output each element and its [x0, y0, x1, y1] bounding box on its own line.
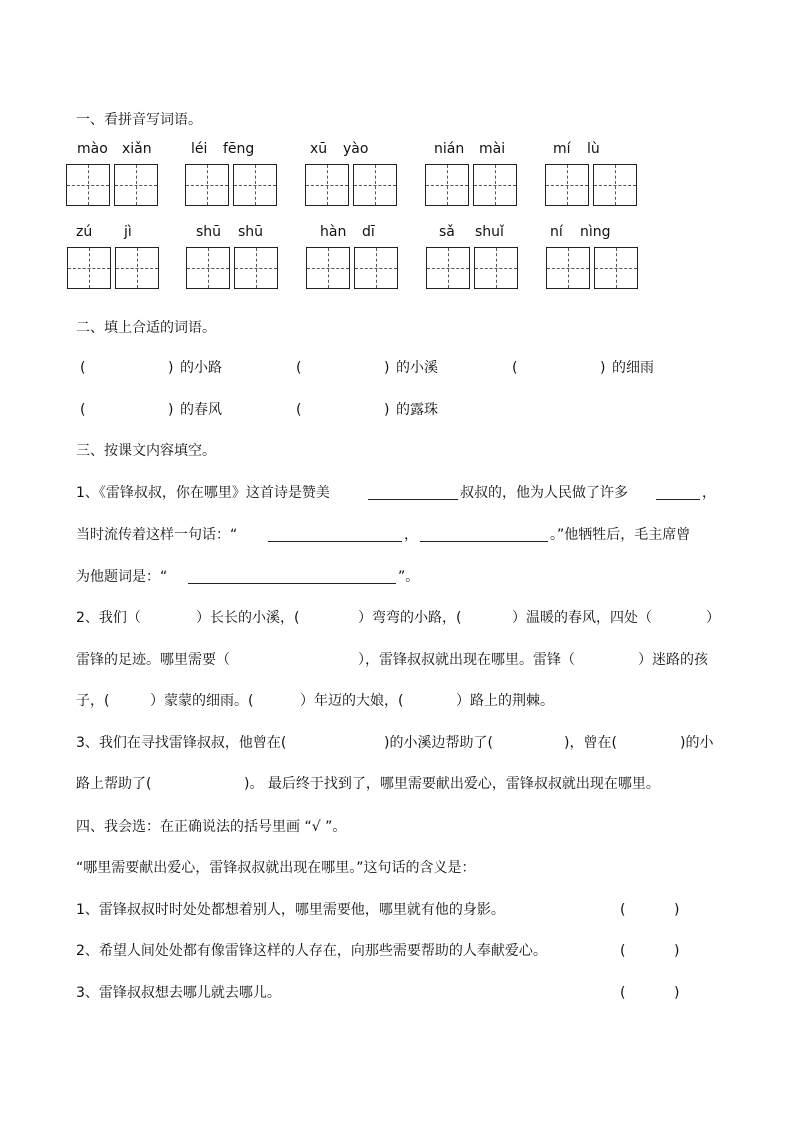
pinyin: shū: [196, 224, 222, 240]
pinyin: mào: [77, 141, 108, 157]
writing-cell[interactable]: [593, 164, 637, 206]
open-paren: (: [296, 360, 302, 376]
pinyin: mài: [479, 141, 506, 157]
pinyin: shuǐ: [475, 224, 504, 240]
answer-paren-close[interactable]: ): [674, 902, 680, 918]
choice-option-2: [0, 941, 794, 961]
close-paren: ): [384, 402, 390, 418]
writing-cell[interactable]: [425, 164, 469, 206]
question-text: ）弯弯的小路，(: [358, 610, 462, 626]
pinyin: fēng: [223, 141, 255, 157]
choice-option-3: [0, 983, 794, 1003]
question-3-3-line-2: [0, 774, 794, 794]
open-paren: (: [296, 402, 302, 418]
pinyin: zú: [76, 224, 93, 240]
question-3-2-line-3: [0, 691, 794, 711]
pinyin-row-2: [0, 222, 794, 242]
question-text: ）温暖的春风，四处（: [512, 610, 652, 626]
pinyin: xiǎn: [122, 141, 152, 157]
question-3-1-line-1: [0, 483, 794, 503]
writing-cell[interactable]: [546, 247, 590, 289]
writing-cell[interactable]: [474, 247, 518, 289]
writing-cell[interactable]: [114, 164, 158, 206]
writing-grid-row-2: [0, 247, 794, 293]
question-text: ）路上的荆棘。: [456, 693, 554, 709]
pinyin: nìng: [580, 224, 611, 240]
pinyin: nián: [434, 141, 465, 157]
writing-cell[interactable]: [353, 164, 397, 206]
question-text: 1、《雷锋叔叔，你在哪里》这首诗是赞美: [76, 485, 330, 501]
question-text: ）蒙蒙的细雨。(: [150, 693, 254, 709]
answer-blank[interactable]: [268, 527, 402, 542]
pinyin: hàn: [320, 224, 347, 240]
fill-item-label: 的小溪: [396, 360, 438, 376]
question-text: )，曾在(: [564, 735, 617, 751]
pinyin: mí: [553, 141, 571, 157]
answer-blank[interactable]: [656, 485, 700, 500]
question-text: )。 最后终于找到了，哪里需要献出爱心，雷锋叔叔就出现在哪里。: [244, 776, 660, 792]
pinyin: jì: [124, 224, 132, 240]
writing-cell[interactable]: [426, 247, 470, 289]
close-paren: ): [168, 360, 174, 376]
close-paren: ): [168, 402, 174, 418]
section2-title: 二、填上合适的词语。: [76, 320, 216, 336]
choice-option-1: [0, 900, 794, 920]
question-text: ）: [706, 610, 720, 626]
open-paren: (: [80, 360, 86, 376]
question-text: ），雷锋叔叔就出现在哪里。雷锋（: [358, 652, 575, 668]
option-text: 1、雷锋叔叔时时处处都想着别人，哪里需要他，哪里就有他的身影。: [76, 902, 505, 918]
question-text: 叔叔的，他为人民做了许多: [460, 485, 628, 501]
writing-cell[interactable]: [545, 164, 589, 206]
question-text: ）年迈的大娘，(: [300, 693, 404, 709]
section3-title: 三、按课文内容填空。: [76, 443, 216, 459]
writing-cell[interactable]: [67, 247, 111, 289]
question-text: 2、我们（: [76, 610, 141, 626]
question-text: 路上帮助了(: [76, 776, 152, 792]
answer-paren-close[interactable]: ): [674, 985, 680, 1001]
question-text: ）长长的小溪，(: [196, 610, 300, 626]
writing-cell[interactable]: [234, 247, 278, 289]
writing-cell[interactable]: [66, 164, 110, 206]
fill-item-label: 的露珠: [396, 402, 438, 418]
question-3-3-line-1: [0, 733, 794, 753]
question-text: ）迷路的孩: [638, 652, 708, 668]
writing-cell[interactable]: [233, 164, 277, 206]
fill-row-1: [0, 358, 794, 378]
question-3-2-line-1: [0, 608, 794, 628]
question-text: )的小: [680, 735, 714, 751]
pinyin: yào: [343, 141, 369, 157]
question-3-1-line-2: [0, 525, 794, 545]
fill-item-label: 的细雨: [612, 360, 654, 376]
question-text: 。”他牺牲后，毛主席曾: [550, 527, 691, 543]
pinyin: lù: [587, 141, 600, 157]
pinyin: dī: [362, 224, 375, 240]
section1-title: 一、看拼音写词语。: [76, 112, 202, 128]
question-3-1-line-3: [0, 567, 794, 587]
pinyin: léi: [191, 141, 208, 157]
writing-cell[interactable]: [186, 247, 230, 289]
open-paren: (: [512, 360, 518, 376]
option-text: 3、雷锋叔叔想去哪儿就去哪儿。: [76, 985, 281, 1001]
question-text: ，: [404, 527, 418, 543]
writing-cell[interactable]: [305, 164, 349, 206]
writing-cell[interactable]: [185, 164, 229, 206]
writing-cell[interactable]: [354, 247, 398, 289]
pinyin-row-1: [0, 139, 794, 159]
writing-grid-row-1: [0, 164, 794, 210]
fill-item-label: 的小路: [180, 360, 222, 376]
writing-cell[interactable]: [115, 247, 159, 289]
fill-item-label: 的春风: [180, 402, 222, 418]
pinyin: xū: [310, 141, 328, 157]
answer-paren-open[interactable]: (: [620, 943, 626, 959]
option-text: 2、希望人间处处都有像雷锋这样的人存在，向那些需要帮助的人奉献爱心。: [76, 943, 547, 959]
answer-paren-open[interactable]: (: [620, 985, 626, 1001]
section4-title: 四、我会选：在正确说法的括号里画 “√ ”。: [76, 819, 347, 835]
pinyin: shū: [238, 224, 264, 240]
answer-blank[interactable]: [420, 527, 548, 542]
fill-row-2: [0, 400, 794, 420]
question-text: 为他题词是：“: [76, 569, 168, 585]
question-text: ”。: [398, 569, 420, 585]
pinyin: sǎ: [439, 224, 455, 240]
pinyin: ní: [550, 224, 563, 240]
question-3-2-line-2: [0, 650, 794, 670]
answer-blank[interactable]: [188, 569, 396, 584]
question-text: 子，(: [76, 693, 110, 709]
answer-paren-close[interactable]: ): [674, 943, 680, 959]
question-text: 3、我们在寻找雷锋叔叔，他曾在(: [76, 735, 287, 751]
answer-blank[interactable]: [368, 485, 458, 500]
question-text: 当时流传着这样一句话：“: [76, 527, 238, 543]
question-text: )的小溪边帮助了(: [384, 735, 493, 751]
writing-cell[interactable]: [306, 247, 350, 289]
open-paren: (: [80, 402, 86, 418]
answer-paren-open[interactable]: (: [620, 902, 626, 918]
question-prompt: “哪里需要献出爱心，雷锋叔叔就出现在哪里。”这句话的含义是：: [76, 860, 476, 876]
question-text: ，: [702, 485, 716, 501]
close-paren: ): [600, 360, 606, 376]
writing-cell[interactable]: [594, 247, 638, 289]
close-paren: ): [384, 360, 390, 376]
question-text: 雷锋的足迹。哪里需要（: [76, 652, 230, 668]
writing-cell[interactable]: [473, 164, 517, 206]
